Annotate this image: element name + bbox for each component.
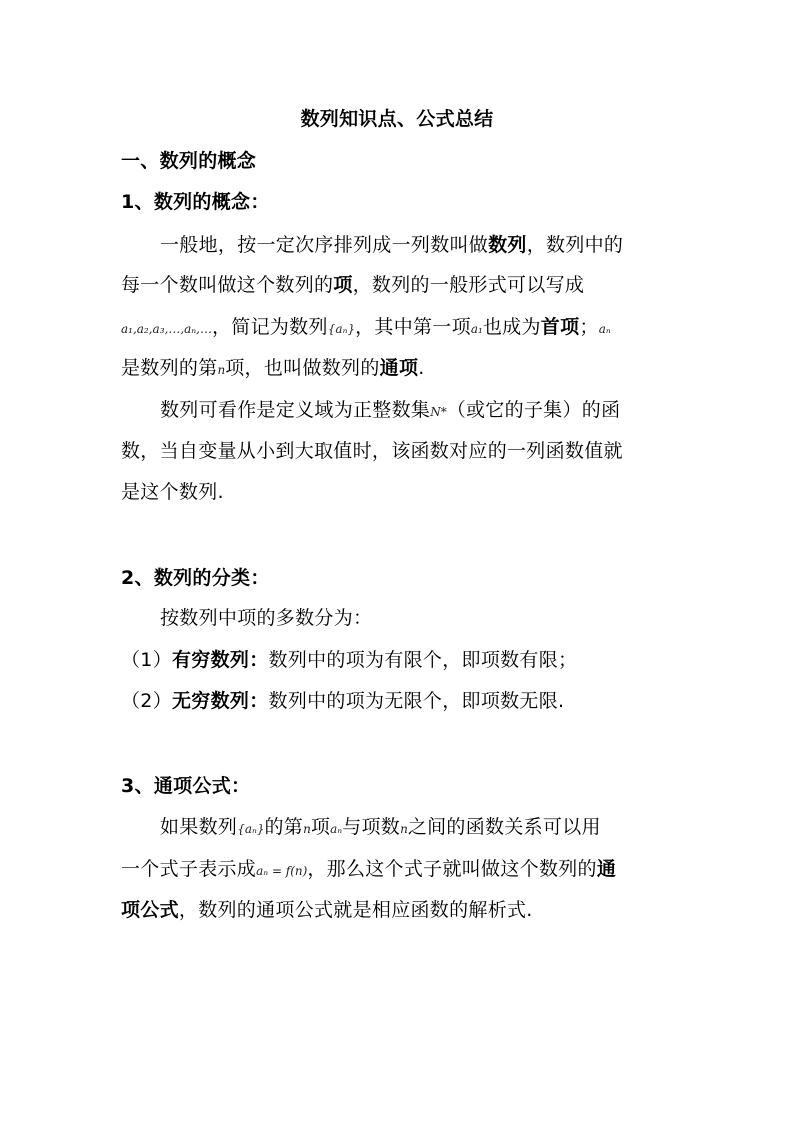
paragraph-line: [160, 231, 623, 259]
text: 项，也叫做数列的: [225, 357, 380, 379]
math-positive-integers: N*: [430, 405, 447, 419]
math-nth-term: aₙ: [330, 822, 343, 836]
term-finite-sequence: 有穷数列：: [172, 649, 269, 671]
paragraph-line: 按数列中项的多数分为：: [160, 607, 373, 629]
text: 与项数: [342, 816, 401, 838]
text: 是数列的第: [121, 357, 218, 379]
text: 每一个数叫做这个数列的: [121, 274, 334, 296]
math-general-formula: aₙ = f(n): [256, 864, 308, 878]
text: 一般地，按一定次序排列成一列数叫做: [160, 234, 489, 256]
text: （1）: [121, 649, 172, 671]
term-general-term: 通项: [379, 357, 419, 379]
text: 也成为: [482, 316, 541, 338]
math-nth-term: aₙ: [598, 322, 611, 336]
paragraph-line: [121, 313, 611, 343]
text: 的第: [264, 816, 304, 838]
paragraph-line: 是这个数列.: [121, 481, 224, 503]
paragraph-line: [121, 896, 533, 924]
text: 数列中的项为无限个，即项数无限.: [268, 690, 565, 712]
subheading-concept: 1、数列的概念：: [121, 191, 270, 213]
text: 一个式子表示成: [121, 858, 257, 880]
term-infinite-sequence: 无穷数列：: [172, 690, 269, 712]
paragraph-line: 数，当自变量从小到大取值时，该函数对应的一列函数值就: [121, 440, 623, 462]
page-title: 数列知识点、公式总结: [300, 108, 494, 130]
text: .: [418, 357, 425, 379]
paragraph-line: [160, 396, 620, 426]
list-item-infinite: [121, 687, 564, 715]
term-sequence: 数列: [488, 234, 527, 256]
text: 项: [310, 816, 331, 838]
math-n: n: [400, 822, 408, 836]
section-heading-formula: 3、通项公式：: [121, 775, 251, 797]
text: 数列可看作是定义域为正整数集: [160, 399, 431, 421]
term-item: 项: [333, 274, 353, 296]
text: ，那么这个式子就叫做这个数列的: [307, 858, 597, 880]
term-general-formula-part2: 项公式: [121, 899, 179, 921]
math-sequence-notation: {aₙ}: [237, 822, 265, 836]
term-first-term: 首项: [540, 316, 580, 338]
text: （或它的子集）的函: [446, 399, 621, 421]
math-sequence-notation: {aₙ}: [327, 322, 356, 336]
math-n: n: [303, 822, 311, 836]
text: ，数列的通项公式就是相应函数的解析式.: [178, 899, 533, 921]
paragraph-line: [160, 813, 601, 843]
math-n: n: [217, 363, 226, 377]
paragraph-line: [121, 271, 584, 299]
text: ，简记为数列: [211, 316, 328, 338]
text: ，其中第一项: [355, 316, 471, 338]
text: ，数列的一般形式可以写成: [352, 274, 585, 296]
paragraph-line: [121, 354, 425, 384]
section-heading-concept: 一、数列的概念: [121, 150, 257, 172]
section-heading-classification: 2、数列的分类：: [121, 567, 270, 589]
text: 如果数列: [160, 816, 238, 838]
math-general-form: a₁,a₂,a₃,…,aₙ,…: [121, 322, 212, 336]
text: （2）: [121, 690, 172, 712]
text: 数列中的项为有限个，即项数有限；: [268, 649, 578, 671]
text: ；: [579, 316, 599, 338]
text: 之间的函数关系可以用: [407, 816, 601, 838]
term-general-formula-part1: 通: [596, 858, 617, 880]
list-item-finite: [121, 646, 577, 674]
text: ，数列中的: [526, 234, 624, 256]
paragraph-line: [121, 855, 616, 885]
math-first-term: a₁: [470, 322, 483, 336]
